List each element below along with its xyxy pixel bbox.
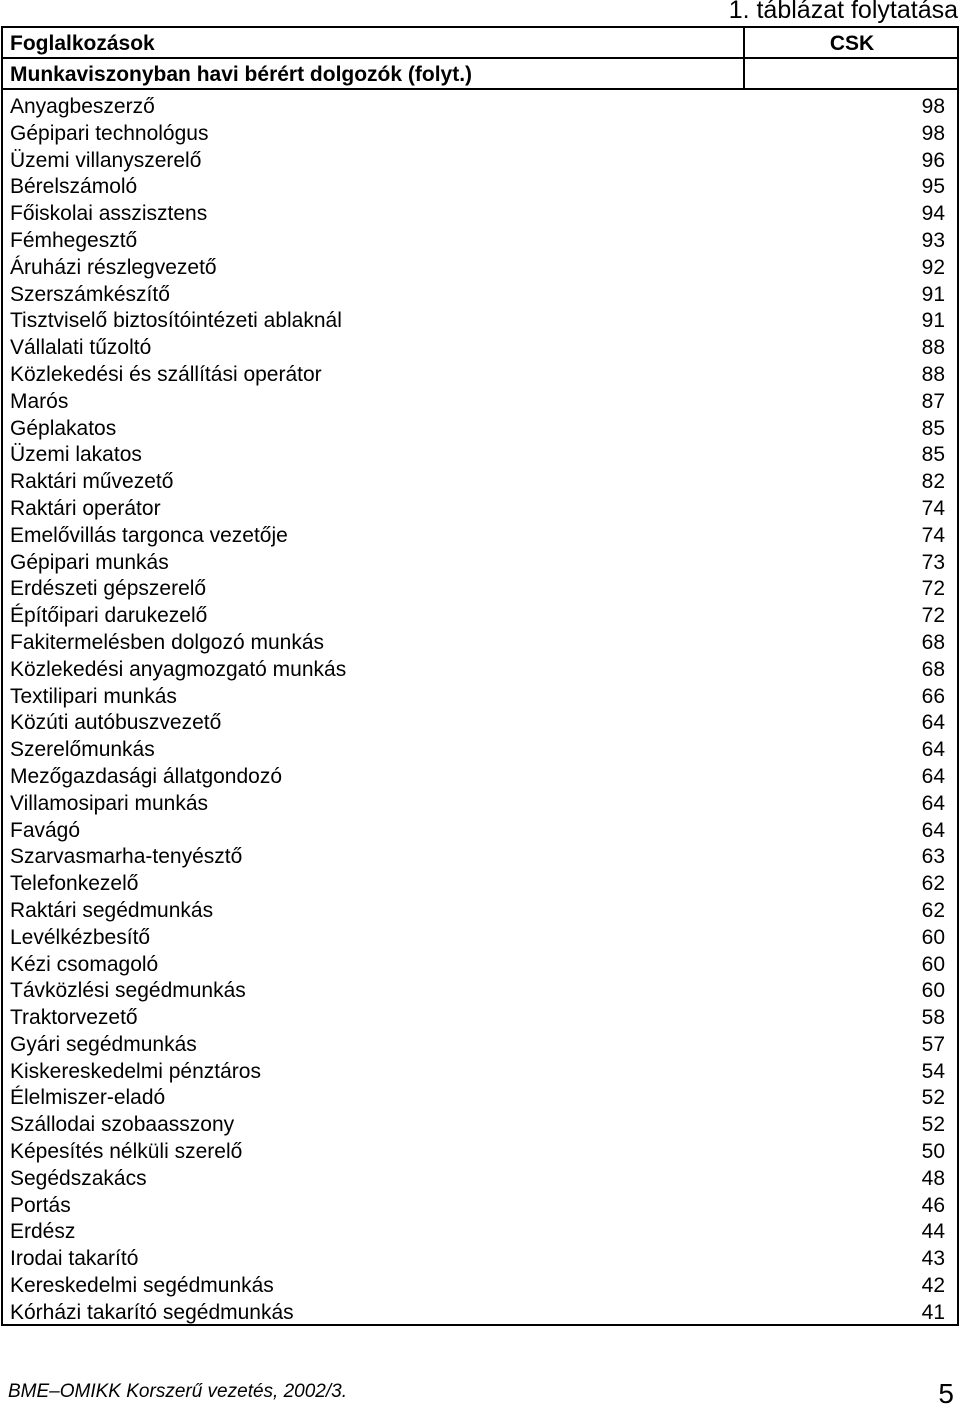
page-number: 5 [938, 1378, 954, 1409]
table-row [3, 1005, 957, 1032]
csk-value: 98 [921, 121, 945, 145]
occupations-table [1, 26, 959, 1326]
occupation-name: Traktorvezető [10, 1006, 138, 1030]
csk-value: 92 [921, 255, 945, 279]
table-row [3, 818, 957, 845]
occupation-name: Raktári operátor [10, 496, 161, 520]
table-row [3, 362, 957, 389]
occupation-name: Erdész [10, 1220, 76, 1244]
occupation-name: Gyári segédmunkás [10, 1032, 197, 1056]
occupation-name: Képesítés nélküli szerelő [10, 1140, 243, 1164]
csk-value: 64 [921, 764, 945, 788]
occupation-name: Portás [10, 1193, 71, 1217]
csk-value: 52 [921, 1113, 945, 1137]
table-row [3, 952, 957, 979]
table-row [3, 308, 957, 335]
table-row [3, 255, 957, 282]
csk-value: 63 [921, 845, 945, 869]
occupation-name: Szállodai szobaasszony [10, 1113, 235, 1137]
occupation-name: Kézi csomagoló [10, 952, 159, 976]
csk-value: 73 [921, 550, 945, 574]
table-row [3, 1300, 957, 1327]
csk-value: 94 [921, 202, 945, 226]
table-row [3, 416, 957, 443]
csk-value: 42 [921, 1274, 945, 1298]
header-divider [3, 57, 957, 59]
csk-value: 74 [921, 496, 945, 520]
csk-value: 66 [921, 684, 945, 708]
table-row [3, 148, 957, 175]
occupation-name: Villamosipari munkás [10, 791, 209, 815]
occupation-name: Anyagbeszerző [10, 95, 155, 118]
occupation-name: Segédszakács [10, 1166, 147, 1190]
table-caption: 1. táblázat folytatása [728, 0, 958, 24]
table-row [3, 898, 957, 925]
occupation-name: Mezőgazdasági állatgondozó [10, 764, 283, 788]
occupation-name: Textilipari munkás [10, 684, 177, 708]
csk-value: 96 [921, 148, 945, 172]
table-row [3, 550, 957, 577]
csk-value: 62 [921, 872, 945, 896]
csk-value: 82 [921, 470, 945, 494]
table-row [3, 630, 957, 657]
csk-value: 64 [921, 711, 945, 735]
table-row [3, 282, 957, 309]
occupation-name: Távközlési segédmunkás [10, 979, 246, 1003]
csk-value: 95 [921, 175, 945, 199]
occupation-name: Közúti autóbuszvezető [10, 711, 222, 735]
table-row [3, 978, 957, 1005]
csk-value: 87 [921, 389, 945, 413]
occupation-name: Szerelőmunkás [10, 738, 155, 762]
csk-value: 85 [921, 416, 945, 440]
table-row [3, 174, 957, 201]
column-header-csk: CSK [829, 32, 875, 55]
table-row [3, 335, 957, 362]
occupation-name: Telefonkezelő [10, 872, 139, 896]
occupation-name: Szerszámkészítő [10, 282, 170, 306]
table-row [3, 710, 957, 737]
csk-value: 68 [921, 630, 945, 654]
table-row [3, 523, 957, 550]
table-row [3, 1166, 957, 1193]
csk-value: 88 [921, 336, 945, 360]
table-row [3, 121, 957, 148]
table-row [3, 389, 957, 416]
table-row [3, 871, 957, 898]
table-row [3, 1273, 957, 1300]
csk-value: 68 [921, 657, 945, 681]
csk-value: 60 [921, 952, 945, 976]
csk-value: 93 [921, 228, 945, 252]
occupation-name: Gépipari technológus [10, 121, 209, 145]
occupation-name: Bérelszámoló [10, 175, 138, 199]
csk-value: 44 [921, 1220, 945, 1244]
occupation-name: Közlekedési és szállítási operátor [10, 362, 322, 386]
footer-source: BME–OMIKK Korszerű vezetés, 2002/3. [8, 1381, 347, 1402]
csk-value: 72 [921, 604, 945, 628]
occupation-name: Raktári segédmunkás [10, 898, 214, 922]
csk-value: 62 [921, 898, 945, 922]
csk-value: 50 [921, 1140, 945, 1164]
csk-value: 74 [921, 523, 945, 547]
csk-value: 64 [921, 738, 945, 762]
table-row [3, 1246, 957, 1273]
occupation-name: Áruházi részlegvezető [10, 255, 217, 279]
csk-value: 91 [921, 282, 945, 306]
csk-value: 57 [921, 1032, 945, 1056]
table-row [3, 603, 957, 630]
table-row [3, 469, 957, 496]
occupation-name: Erdészeti gépszerelő [10, 577, 207, 601]
table-row [3, 925, 957, 952]
table-row [3, 1139, 957, 1166]
occupation-name: Géplakatos [10, 416, 117, 440]
occupation-name: Raktári művezető [10, 470, 174, 494]
csk-value: 88 [921, 362, 945, 386]
table-row [3, 1193, 957, 1220]
occupation-name: Főiskolai asszisztens [10, 202, 208, 226]
column-header-occupations: Foglalkozások [10, 32, 155, 55]
csk-value: 60 [921, 925, 945, 949]
occupation-name: Favágó [10, 818, 81, 842]
occupation-name: Tisztviselő biztosítóintézeti ablaknál [10, 309, 342, 333]
occupation-name: Kereskedelmi segédmunkás [10, 1274, 274, 1298]
occupation-name: Vállalati tűzoltó [10, 336, 152, 360]
table-row [3, 94, 957, 121]
csk-value: 41 [921, 1300, 945, 1324]
csk-value: 85 [921, 443, 945, 467]
occupation-name: Kórházi takarító segédmunkás [10, 1300, 294, 1324]
table-row [3, 1059, 957, 1086]
occupation-name: Üzemi villanyszerelő [10, 148, 202, 172]
table-row [3, 657, 957, 684]
table-row [3, 684, 957, 711]
section-divider [3, 88, 957, 90]
table-row [3, 791, 957, 818]
occupation-name: Levélkézbesítő [10, 925, 151, 949]
occupation-name: Üzemi lakatos [10, 443, 142, 467]
table-row [3, 737, 957, 764]
occupation-name: Szarvasmarha-tenyésztő [10, 845, 243, 869]
table-row [3, 201, 957, 228]
csk-value: 58 [921, 1006, 945, 1030]
csk-value: 48 [921, 1166, 945, 1190]
occupation-name: Élelmiszer-eladó [10, 1086, 166, 1110]
occupation-name: Közlekedési anyagmozgató munkás [10, 657, 347, 681]
table-body [3, 94, 957, 1327]
table-row [3, 576, 957, 603]
occupation-name: Fémhegesztő [10, 228, 138, 252]
occupation-name: Kiskereskedelmi pénztáros [10, 1059, 261, 1083]
section-title: Munkaviszonyban havi bérért dolgozók (folyt.) [10, 63, 473, 86]
table-row [3, 1112, 957, 1139]
occupation-name: Irodai takarító [10, 1247, 139, 1271]
table-row [3, 228, 957, 255]
csk-value: 43 [921, 1247, 945, 1271]
csk-value: 46 [921, 1193, 945, 1217]
table-row [3, 844, 957, 871]
csk-value: 91 [921, 309, 945, 333]
table-row [3, 1032, 957, 1059]
csk-value: 64 [921, 791, 945, 815]
occupation-name: Fakitermelésben dolgozó munkás [10, 630, 324, 654]
table-row [3, 496, 957, 523]
csk-value: 54 [921, 1059, 945, 1083]
table-row [3, 764, 957, 791]
csk-value: 60 [921, 979, 945, 1003]
csk-value: 72 [921, 577, 945, 601]
occupation-name: Emelővillás targonca vezetője [10, 523, 288, 547]
table-row [3, 1085, 957, 1112]
csk-value: 52 [921, 1086, 945, 1110]
occupation-name: Építőipari darukezelő [10, 604, 208, 628]
occupation-name: Marós [10, 389, 69, 413]
csk-value: 98 [921, 95, 945, 118]
table-row [3, 1219, 957, 1246]
table-row [3, 442, 957, 469]
csk-value: 64 [921, 818, 945, 842]
occupation-name: Gépipari munkás [10, 550, 169, 574]
